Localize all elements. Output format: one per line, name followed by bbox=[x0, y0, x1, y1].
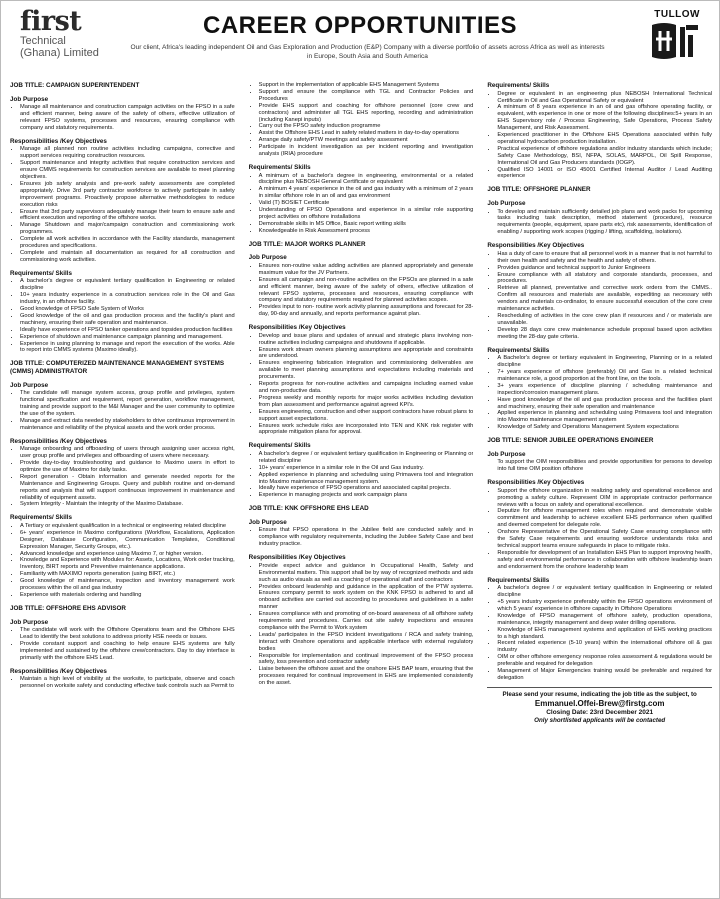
first-technical-logo bbox=[20, 6, 110, 62]
bullet-item: • Deputize for offshore management roles when required and demonstrate visible commitment and leadership to achieve excellent EHS performance when qualified and deemed competent for delegate role. bbox=[497, 508, 712, 529]
bullet-item: • A minimum 4 years' experience in the oil and gas industry with a minimum of 2 years in similar offshore role in an oil and gas environment bbox=[259, 186, 474, 200]
bullet-item: • System Integrity - Maintain the integrity of the Maximo Database. bbox=[20, 501, 235, 508]
bullet-item: • Knowledge of Safety and Operations Management System expectations bbox=[497, 424, 712, 431]
purpose-list bbox=[249, 263, 474, 318]
section-heading: Job Purpose bbox=[10, 381, 49, 389]
bullet-item: • Ideally have experience of FPSO tanker operations and topsides production facilities bbox=[20, 327, 235, 334]
section-heading: Job Purpose bbox=[487, 199, 526, 207]
section-heading: Responsibilities /Key Objectives bbox=[248, 324, 346, 332]
bullet-item: • Practical experience of offshore regulations and/or industry standards which include; Safety Case Methodology, BSI, NFPA, SOLAS, MARPOL, Oil Spill Response, International Oil and Gas Producers standards (IOGP). bbox=[497, 146, 712, 167]
bullet-item: • Experience with materials ordering and handling bbox=[20, 592, 235, 599]
bullet-item: • Provide expect advice and guidance in Occupational Health, Safety and Environmental matters. This support shall be by way of recognized methods and aids such as audio visuals as well as coaching of operational staff and contractors bbox=[259, 563, 474, 584]
bullet-item: • Ideally have experience of FPSO operations and associated capital projects. bbox=[259, 485, 474, 492]
bullet-item: • Manage onboarding and offboarding of users through assigning user access right, user group profile and privileges and offboarding of users where necessary. bbox=[20, 446, 235, 460]
bullet-item: • Liaise between the offshore asset and the onshore EHS BAP team, ensuring that the processes required for continual improvement in EHS are implemented consistently on the asset. bbox=[259, 666, 474, 687]
section-heading: Requirements/ Skills bbox=[10, 269, 72, 277]
section-heading: Responsibilities /Key Objectives bbox=[248, 554, 346, 562]
bullet-item: • Ensure that FPSO operations in the Jubilee field are conducted safely and in compliance with regulatory requirements, including the Jubilee Safety Case and best industry practice. bbox=[259, 527, 474, 548]
purpose-list bbox=[10, 104, 235, 132]
bullet-item: • 3+ years experience of discipline planning / scheduling maintenance and inspection/corrosion management plans. bbox=[497, 383, 712, 397]
bullet-item: • Provide day-to-day troubleshooting and guidance to Maximo users in effort to optimize the use of Maximo for daily tasks. bbox=[20, 460, 235, 474]
bullet-item: • 10+ years industry experience in a construction services role in the Oil and Gas industry, in an offshore facility. bbox=[20, 292, 235, 306]
bullet-item: • Knowledge of EHS management systems and application of EHS working practices to a high standard. bbox=[497, 627, 712, 641]
bullet-item: • Support the offshore organization in realizing safety and operational excellence and promoting a safety culture. Represent OIM in appropriate contractor performance reviews with a focus on safety and operational excellence. bbox=[497, 488, 712, 509]
tullow-emblem-icon bbox=[646, 21, 702, 61]
section-heading: Requirements/ Skills bbox=[487, 346, 550, 354]
section-heading: Job Purpose bbox=[248, 518, 287, 526]
column-3 bbox=[487, 75, 712, 897]
job-title: JOB TITLE: MAJOR WORKS PLANNER bbox=[248, 240, 366, 248]
bullet-item: • Degree or equivalent in an engineering plus NEBOSH International Technical Certificate in Oil and Gas Operational Safety or equivalent bbox=[497, 91, 712, 105]
bullet-item: • Arrange daily safety/PTW meetings and safety assessment bbox=[259, 137, 474, 144]
bullet-item: • Carry out the FPSO safety induction programme bbox=[259, 123, 474, 130]
bullet-item: • Manage and extract data needed by stakeholders to drive continuous improvement in maintenance and reliability of the physical assets and the work order process. bbox=[20, 418, 235, 432]
responsibilities-list bbox=[10, 146, 235, 263]
bullet-item: • Ensures engineering fabrication integration and commissioning deliverables are available to meet planning assumptions and expectations including materials and procurements. bbox=[259, 360, 474, 381]
bullet-item: • Support in the implementation of applicable EHS Management Systems bbox=[259, 82, 474, 89]
bullet-item: • 10+ years' experience in a similar role in the Oil and Gas industry. bbox=[259, 465, 474, 472]
bullet-item: • +5 years industry experience preferably within the FPSO operations environment of which 5 years' experience in offshore capacity in Offshore Operations bbox=[497, 599, 712, 613]
column-2 bbox=[249, 75, 474, 897]
bullet-item: • Complete all work activities in accordance with the Facility standards, management procedures and specifications. bbox=[20, 236, 235, 250]
requirements-list bbox=[487, 91, 712, 181]
bullet-item: • Retrieve all planned, preventative and corrective work orders from the CMMS.. Confirm all resources and materials are available, expediting as necessary with vendors and materials co-ordinator, to ensure successful execution of the core crew maintenance activities. bbox=[497, 285, 712, 313]
responsibilities-list bbox=[487, 488, 712, 571]
bullet-item: • Familiarity with MAXIMO reports generation (using BIRT, etc.) bbox=[20, 571, 235, 578]
bullet-item: • Ensures work schedule risks are incorporated into TEN and KNK risk register with appropriate mitigation plans for approval. bbox=[259, 423, 474, 437]
bullet-item: • Manage all planned non routine activities including campaigns, corrective and support services requiring construction resources. bbox=[20, 146, 235, 160]
bullet-item: • Participate in incident investigation as per incident reporting and investigation analysis (IRIA) procedure bbox=[259, 144, 474, 158]
purpose-list bbox=[10, 390, 235, 431]
bullet-item: • Recent related experience (5-10 years) within the international offshore oil & gas industry bbox=[497, 640, 712, 654]
bullet-item: • The candidate will work with the Offshore Operations team and the Offshore EHS Lead to identify the best solutions to address priority HSE needs or issues. bbox=[20, 627, 235, 641]
bullet-item: • Provides onboard leadership and guidance in the application of the PTW systems. Ensures company permit to work system on the KNK FPSO is adhered to and all onboard activities are carried out according to procedures and guidelines in a safer manner bbox=[259, 584, 474, 612]
section-heading: Requirements/ Skills bbox=[248, 442, 311, 450]
bullet-item: • Demonstrable skills in MS Office, Basic report writing skills bbox=[259, 221, 474, 228]
bullet-item: • Knowledge of FPSO management of offshore safety, production operations, maintenance, integrity management and deep water drilling operations. bbox=[497, 613, 712, 627]
bullet-item: • 7+ years experience of offshore (preferably) Oil and Gas in a related technical maintenance role, a good proportion at the front line, on the tools. bbox=[497, 369, 712, 383]
job-title: JOB TITLE: CAMPAIGN SUPERINTENDENT bbox=[10, 82, 140, 89]
bullet-item: • A Bachelor's degree or tertiary equivalent in Engineering, Planning or in a related discipline bbox=[497, 355, 712, 369]
bullet-item: • Ensure compliance with all statutory and corporate standards, processes, and procedures. bbox=[497, 272, 712, 286]
bullet-item: • Good knowledge of maintenance, inspection and inventory management work processes within the oil and gas industry bbox=[20, 578, 235, 592]
section-heading: Responsibilities /Key Objectives bbox=[487, 479, 585, 487]
tullow-logo bbox=[638, 9, 700, 64]
logo-first-word: first bbox=[20, 6, 82, 37]
bullet-item: • Ensures non-routine value adding activities are planned appropriately and generate maximum value for the JV Partners. bbox=[259, 263, 474, 277]
requirements-list bbox=[10, 523, 235, 599]
bullet-item: • Responsible for development of an Installation EHS Plan to support improving health, safety and environmental performance in collaboration with offshore leadership team and endorsement from the onshore leadership team bbox=[497, 550, 712, 571]
bullet-item: • Applied experience in planning and scheduling using Primavera tool and integration into Maximo maintenance management system. bbox=[259, 472, 474, 486]
bullet-item: • Experienced practitioner in the Offshore EHS Operations associated within fully operational hydrocarbon production installation. bbox=[497, 132, 712, 146]
section-heading: Requirements/ Skills bbox=[10, 514, 72, 522]
section-heading: Responsibilities /Key Objectives bbox=[10, 137, 107, 145]
bullet-item: • Onshore Representative of the Operational Safety Case ensuring compliance with the Safety Case requirements and ensuring workforce understands risks and technical support teams ensure safeguards in place to mitigate risks. bbox=[497, 529, 712, 550]
bullet-item: • Ensures engineering, construction and other support contractors have robust plans to support asset expectations. bbox=[259, 409, 474, 423]
tullow-wordmark: TULLOW bbox=[654, 9, 700, 20]
bullet-item: • Complete and maintain all documentation as required for all construction and commissioning work activities. bbox=[20, 250, 235, 264]
responsibilities-list bbox=[10, 676, 235, 690]
section-heading: Requirements/ Skills bbox=[487, 576, 550, 584]
job-title: JOB TITLE: OFFSHORE EHS ADVISOR bbox=[10, 604, 126, 612]
logo-sub-technical: Technical bbox=[20, 35, 66, 47]
bullet-item: • Have good knowledge of the oil and gas production process and the facilities plant and machinery, ensuring their safe operation and maintenance bbox=[497, 397, 712, 411]
intro-text: Our client, Africa's leading independent Oil and Gas Exploration and Production (E&P) Company with a diverse portfolio of assets across Africa as well as interests in Europe, South Asia and South America bbox=[130, 44, 605, 60]
bullet-item: • A minimum of a bachelor's degree in engineering, environmental or a related discipline plus NEBOSH General Certificate or equivalent bbox=[259, 173, 474, 187]
bullet-item: • Qualified ISO 14001 or ISO 45001 Certified Internal Auditor / Lead Auditing experience bbox=[497, 167, 712, 181]
requirements-list bbox=[10, 278, 235, 354]
bullet-item: • Rescheduling of activities in the core crew plan if resources and / or materials are unavailable. bbox=[497, 313, 712, 327]
section-heading: Requirements/ Skills bbox=[248, 163, 311, 171]
responsibilities-list bbox=[487, 251, 712, 341]
bullet-item: • Ensures compliance with and promoting of on-board awareness of all offshore safety requirements and procedures. Carries out site safety inspections and ensures compliance with the Permit to Work system bbox=[259, 611, 474, 632]
section-heading: Requirements/ Skills bbox=[487, 82, 550, 89]
bullet-item: • Reports progress for non-routine activities and campaigns including earned value and non-productive data. bbox=[259, 381, 474, 395]
requirements-list bbox=[487, 355, 712, 431]
bullet-item: • Assist the Offshore EHS Lead in safety related matters in day-to-day operations bbox=[259, 130, 474, 137]
bullet-item: • A minimum of 8 years experience in an oil and gas offshore operating facility, or equivalent, with experience in one or more of the following disciplines:5+ years in an EHS Supervisory role / Process Engineering, Safe Operations, Process Safety Management, and Risk Assessment. bbox=[497, 104, 712, 132]
responsibilities-list bbox=[10, 446, 235, 508]
logo-sub-ghana: (Ghana) Limited bbox=[20, 47, 99, 59]
responsibilities-list-continued bbox=[249, 82, 474, 158]
purpose-text: To support the OIM responsibilities and provide opportunities for persons to develop into full time OIM position offshore bbox=[497, 459, 713, 473]
section-heading: Job Purpose bbox=[487, 450, 526, 458]
column-1 bbox=[10, 75, 235, 897]
bullet-item: • Support and ensure the compliance with TGL and Contractor Policies and Procedures bbox=[259, 89, 474, 103]
bullet-item: • OIM or other offshore emergency response roles assessment & regulations would be preferable and required for delegation bbox=[497, 654, 712, 668]
bullet-item: • To develop and maintain sufficiently detailed job plans and work packs for upcoming tasks including task description, method statement (procedure), resource requirements (people, equipment, spare parts etc), risk assessments, identification of enabling / supporting work scopes (rigging / lifting, scaffolding, isolations). bbox=[497, 209, 712, 237]
bullet-item: • Knowledge and Experience with Modules for: Assets, Locations, Work order tracking, Inventory, BIRT reports and Preventive maintenance applications. bbox=[20, 557, 235, 571]
bullet-item: • Maintain a high level of visibility at the worksite, to participate, observe and coach personnel on worksite safety and conducting effective task controls such as Permit to bbox=[20, 676, 235, 690]
section-heading: Job Purpose bbox=[248, 254, 287, 262]
bullet-item: • Experience of shutdown and maintenance campaign planning and management. bbox=[20, 334, 235, 341]
closing-date: Closing Date: 23rd December 2021 bbox=[546, 708, 654, 716]
bullet-item: • Provide constant support and coaching to help ensure EHS systems are fully implemented and sustained by the offshore crew/contractors. Day to day interface is primarily with the offshore EHS Lead. bbox=[20, 641, 235, 662]
shortlist-note: Only shortlisted applicants will be contacted bbox=[534, 716, 666, 724]
bullet-item: • A bachelor's degree / or equivalent tertiary qualification in Engineering or Planning or related discipline bbox=[259, 451, 474, 465]
bullet-item: • Experience in managing projects and work campaign plans bbox=[259, 492, 474, 499]
section-heading: Responsibilities /Key Objectives bbox=[487, 242, 585, 250]
bullet-item: • Has a duty of care to ensure that all personnel work in a manner that is not harmful to their own health and safety and the health and safety of others. bbox=[497, 251, 712, 265]
bullet-item: • Develop and issue plans and updates of annual and strategic plans involving non-routine activities including campaigns and shutdowns if applicable. bbox=[259, 333, 474, 347]
bullet-item: • Ensures all campaign and non-routine activities on the FPSOs are planned in a safe and efficient manner, being aware of the safety of others, effective utilization of relevant FPSO systems, processes and resources, ensuring compliance with company and statutory requirements required for planned activities scopes. bbox=[259, 277, 474, 305]
bullet-item: • A Tertiary or equivalent qualification in a technical or engineering related discipline bbox=[20, 523, 235, 530]
bullet-item: • 6+ years' experience in Maximo configurations (Workflow, Escalations, Application Designer, Database Configuration, Communication Templates, Conditional Expression Manager, Security Groups, etc.). bbox=[20, 530, 235, 551]
bullet-item: • Advanced knowledge and experience using Maximo 7, or higher version. bbox=[20, 551, 235, 558]
purpose-list bbox=[10, 627, 235, 662]
section-heading: Responsibilities /Key Objectives bbox=[10, 667, 107, 675]
bullet-item: • Manage all maintenance and construction campaign activities on the FPSO in a safe and efficient manner, being aware of the safety of others, effective utilization of relevant FPSO systems, processes and resources, ensuring compliance with company and statutory requirements. bbox=[20, 104, 235, 132]
purpose-list bbox=[487, 209, 712, 237]
bullet-item: • Provides input to non- routine work activity planning assumptions and forecast for 28-day, 90-day and annually, and reports performance against plan. bbox=[259, 304, 474, 318]
job-title: JOB TITLE: SENIOR JUBILEE OPERATIONS ENGINEER bbox=[487, 437, 654, 445]
bullet-item: • Understanding of FPSO Operations and experience in a similar role supporting project activities on offshore installations bbox=[259, 207, 474, 221]
bullet-item: • Ensures job safety analysis and pre-work safety assessments are completed appropriately. Drive 3rd party contractor workforce to actively participate in safety improvement programs. Proactively propose alternative methodologies to reduce execution risks bbox=[20, 181, 235, 209]
requirements-list bbox=[249, 451, 474, 499]
bullet-item: • Applied experience in planning and scheduling using Primavera tool and integration into Maximo maintenance management system bbox=[497, 410, 712, 424]
requirements-list bbox=[249, 173, 474, 235]
job-title: JOB TITLE: OFFSHORE PLANNER bbox=[487, 186, 591, 194]
bullet-item: • Develop 28 days core crew maintenance schedule proposal based upon activities meeting the 28-day gate criteria. bbox=[497, 327, 712, 341]
bullet-item: • Knowledgeable in Risk Assessment process bbox=[259, 228, 474, 235]
bullet-item: • Provides guidance and technical support to Junior Engineers bbox=[497, 265, 712, 272]
bullet-item: • Report generation - Obtain information and generate needed reports for the Maintenance and Engineering Groups. Query and publish routine and on-demand reports and analysis that will support continuous improvement in maintenance and reliability of equipment assets. bbox=[20, 474, 235, 502]
bullet-item: • Experience in using planning to manage and report the execution of the works. Able to report into CMMS systems (Maximo ideally). bbox=[20, 341, 235, 355]
bullet-item: • Support maintenance and integrity activities that require construction services and ensure CMMS requirements for construction services are available to meet planning objectives. bbox=[20, 160, 235, 181]
job-title: JOB TITLE: COMPUTERIZED MAINTENANCE MANAGEMENT SYSTEMS (CMMS) ADMINISTRATOR bbox=[10, 360, 225, 375]
bullet-item: • Provide EHS support and coaching for offshore personnel (core crew and contractors) and administer all TGL EHS reporting, recording and administration (including Kanepi inputs) bbox=[259, 103, 474, 124]
bullet-item: • Ensures work stream owners planning assumptions are appropriate and constraints are understood. bbox=[259, 347, 474, 361]
bullet-item: • Leads/ participates in the FPSO incident investigations / RCA and safety training, interact with Onshore operations and applicable interface with external regulatory bodies bbox=[259, 632, 474, 653]
bullet-item: • Good knowledge of FPSO Safe System of Works bbox=[20, 306, 235, 313]
section-heading: Job Purpose bbox=[10, 618, 49, 626]
apply-instruction: Please send your resume, indicating the job title as the subject, to bbox=[502, 690, 697, 698]
bullet-item: • A bachelor's degree / or equivalent tertiary qualification in Engineering or related discipline bbox=[497, 585, 712, 599]
bullet-item: • Valid (T) BOSIET Certificate bbox=[259, 200, 474, 207]
job-title: JOB TITLE: KNK OFFSHORE EHS LEAD bbox=[248, 505, 369, 513]
section-heading: Responsibilities /Key Objectives bbox=[10, 437, 107, 445]
bullet-item: • Manage Shutdown and major/campaign construction and commissioning work programmes. bbox=[20, 222, 235, 236]
bullet-item: • A bachelor's degree or equivalent tertiary qualification in Engineering or related discipline bbox=[20, 278, 235, 292]
bullet-item: • Good knowledge of the oil and gas production process and the facility's plant and machinery, ensuring their safe operation and maintenance. bbox=[20, 313, 235, 327]
responsibilities-list bbox=[249, 563, 474, 687]
page-title: CAREER OPPORTUNITIES bbox=[202, 12, 518, 39]
apply-email-link[interactable]: Emmanuel.Offei-Brew@firstg.com bbox=[534, 698, 665, 708]
purpose-list bbox=[249, 527, 474, 548]
columns bbox=[10, 75, 712, 897]
requirements-list bbox=[487, 585, 712, 682]
bullet-item: • Responsible for implementation and continual improvement of the FPSO process safety, loss prevention and contractor safety bbox=[259, 653, 474, 667]
bullet-item: • Ensure that 3rd party supervisors adequately manage their team to ensure safe and efficient execution and reporting of the offshore works. bbox=[20, 209, 235, 223]
bullet-item: • Management of Major Emergencies training would be preferable and required for delegation bbox=[497, 668, 712, 682]
header bbox=[10, 1, 712, 73]
bullet-item: • Progress weekly and monthly reports for major works activities including deviation from plan assessment and performance against agreed KPI's. bbox=[259, 395, 474, 409]
section-heading: Job Purpose bbox=[10, 95, 49, 103]
responsibilities-list bbox=[249, 333, 474, 437]
bullet-item: • The candidate will manage system access, group profile and privileges, system functional specification and requirement, report generation, workflow management, training and provide support to the M&I Manager and the user community to optimize the use of the system. bbox=[20, 390, 235, 418]
application-box bbox=[487, 687, 712, 725]
